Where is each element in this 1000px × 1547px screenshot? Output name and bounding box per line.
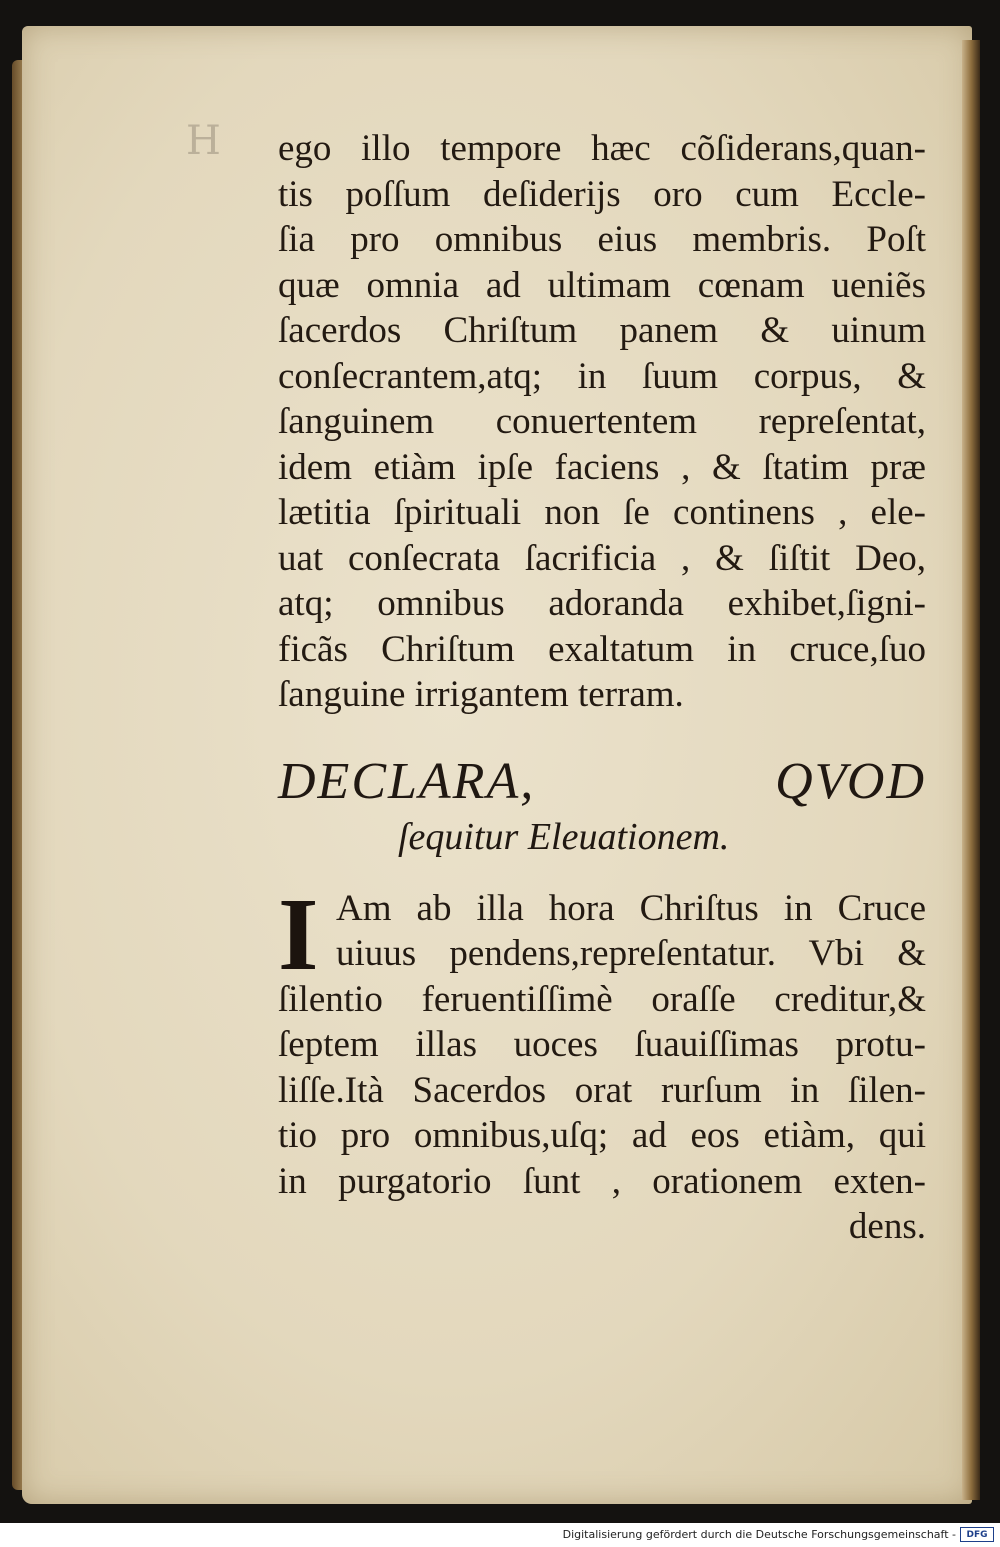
text-line: ſanguine irrigantem terram.	[278, 674, 684, 715]
margin-mark: H	[186, 118, 221, 164]
text-line: lætitia ſpirituali non ſe continens , ele-	[278, 492, 926, 533]
paragraph-2	[278, 876, 926, 1250]
text-line: in purgatorio ſunt , orationem exten-	[278, 1160, 926, 1202]
section-heading: DECLARA, QVOD	[278, 752, 926, 810]
footer-bar	[0, 1523, 1000, 1547]
text-line: Am ab illa hora Chriſtus in Cruce	[336, 887, 926, 929]
funding-credit: Digitalisierung gefördert durch die Deutsche Forschungsgemeinschaft -	[562, 1528, 956, 1541]
text-line: uat conſecrata ſacrificia , & ſiſtit Deo,	[278, 537, 926, 579]
text-line: ſilentio feruentiſſimè oraſſe creditur,&	[278, 978, 926, 1020]
dfg-logo: DFG	[960, 1527, 994, 1542]
text-line: ego illo tempore hæc cõſiderans,quan-	[278, 128, 926, 169]
text-line: atq; omnibus adoranda exhibet,ſigni-	[278, 583, 926, 624]
text-line: uiuus pendens,repreſentatur. Vbi &	[336, 933, 926, 974]
page-right-edge	[962, 40, 980, 1500]
text-line: ſanguinem conuertentem repreſentat,	[278, 401, 926, 442]
page-text	[278, 126, 926, 1250]
paragraph-1	[278, 126, 926, 718]
text-line: ſeptem illas uoces ſuauiſſimas protu-	[278, 1024, 926, 1065]
text-line: conſecrantem,atq; in ſuum corpus, &	[278, 355, 926, 397]
drop-cap: I	[278, 876, 319, 992]
text-line: ſia pro omnibus eius membris. Poſt	[278, 219, 926, 260]
text-line: ſacerdos Chriſtum panem & uinum	[278, 310, 926, 351]
section-subheading: ſequitur Eleuationem.	[398, 815, 730, 858]
text-line: idem etiàm ipſe faciens , & ſtatim præ	[278, 446, 926, 488]
text-line: tio pro omnibus,uſq; ad eos etiàm, qui	[278, 1115, 926, 1156]
text-line: ficãs Chriſtum exaltatum in cruce,ſuo	[278, 628, 926, 670]
text-line: liſſe.Ità Sacerdos orat rurſum in ſilen-	[278, 1069, 926, 1111]
text-line: quæ omnia ad ultimam cœnam ueniẽs	[278, 264, 926, 306]
text-line: tis poſſum deſiderijs oro cum Eccle-	[278, 173, 926, 215]
text-line: dens.	[848, 1206, 926, 1247]
